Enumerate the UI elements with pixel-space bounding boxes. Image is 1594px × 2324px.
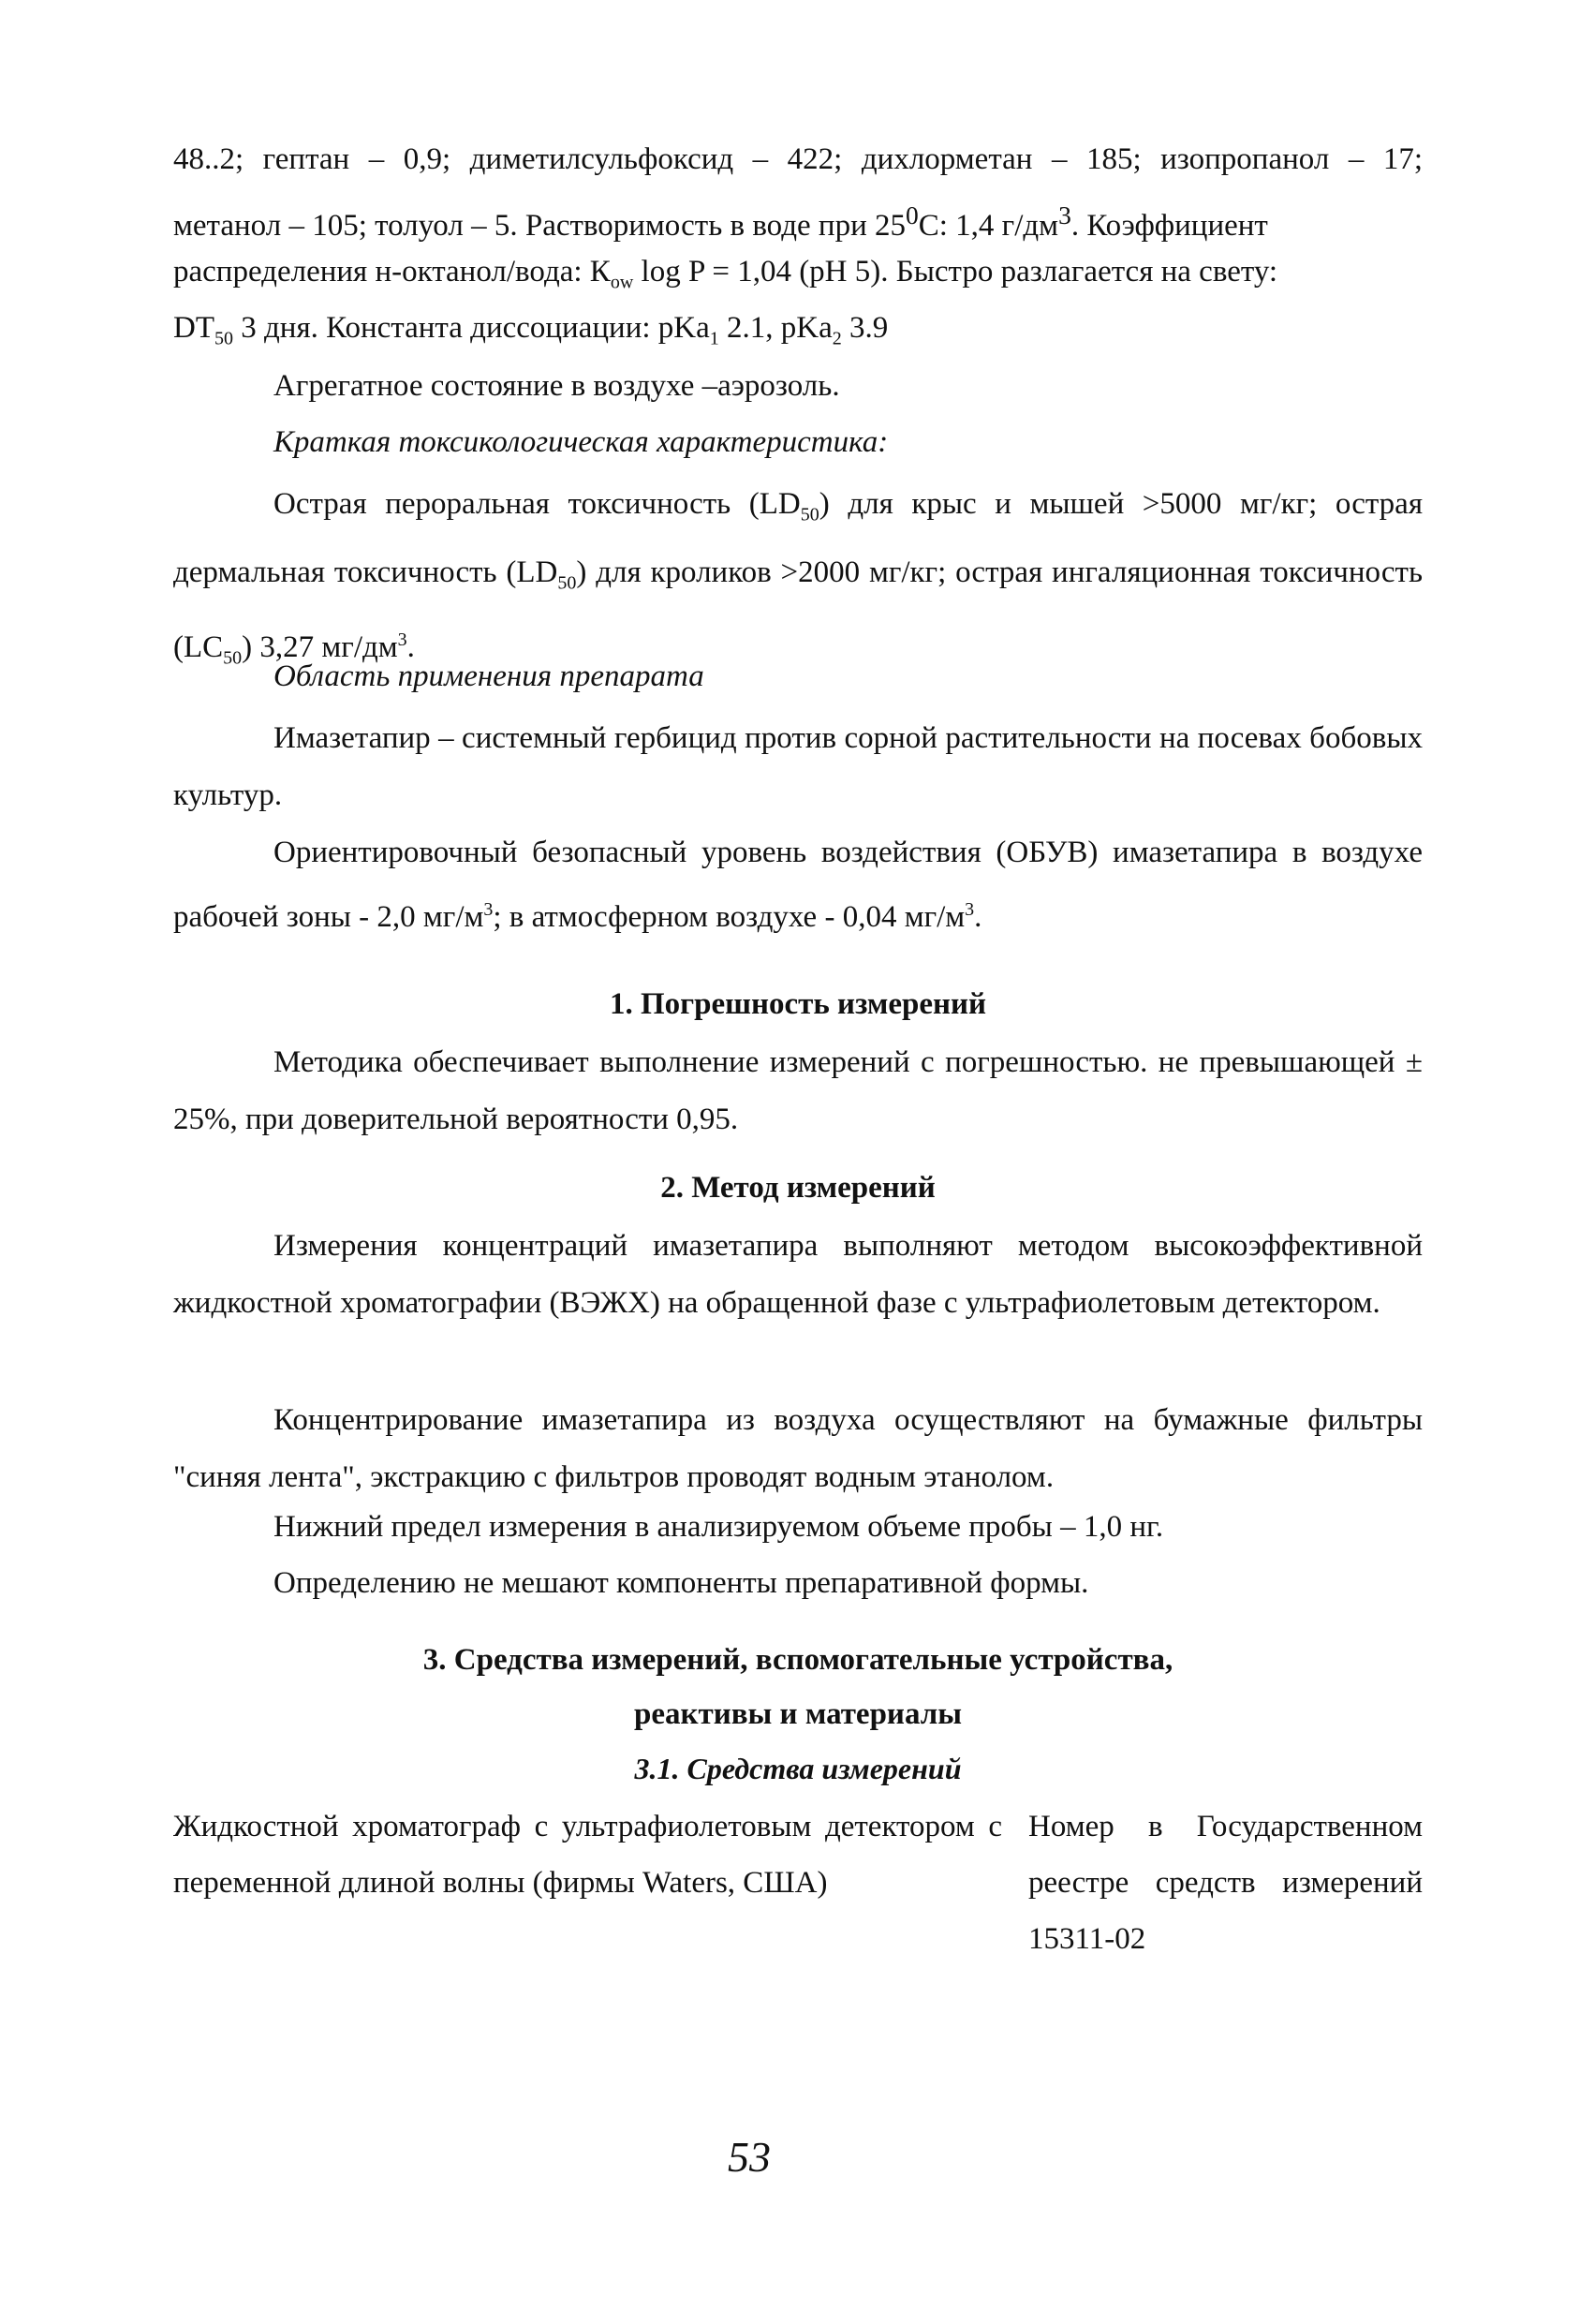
text: Ориентировочный безопасный уровень воздействия (ОБУВ) имазетапира в воздухе рабочей зоны - 2,0 мг/м (173, 836, 1423, 934)
text: С: 1,4 г/дм (918, 209, 1059, 243)
text: Определению не мешают компоненты препаративной формы. (273, 1566, 1089, 1600)
text: . (974, 900, 982, 934)
section-2-paragraph-3 (273, 1508, 1163, 1546)
section-3-title-line-1: 3. Средства измерений, вспомогательные устройства, (422, 1643, 1173, 1677)
subscript: 2 (832, 328, 842, 349)
usage-heading (273, 658, 704, 695)
usage-paragraph: Имазетапир – системный гербицид против сорной растительности на посевах бобовых культур. (173, 721, 1423, 812)
properties-line-2 (173, 197, 1268, 244)
text: ) для кроликов >2000 мг/кг; острая ингаляционная токсичность (LC (173, 555, 1423, 665)
text: 2.1, pKa (718, 311, 833, 345)
subscript: ow (610, 272, 634, 293)
instrument-description: Жидкостной хроматограф с ультрафиолетовым детектором с переменной длиной волны (фирмы Waters, США) (173, 1810, 1002, 1900)
text: . Коэффициент (1070, 209, 1268, 243)
superscript: 3 (397, 629, 407, 651)
page-number: 53 (728, 2133, 771, 2181)
subscript: 1 (709, 328, 719, 349)
aggregate-state (273, 367, 840, 405)
section-1-title: 1. Погрешность измерений (609, 987, 987, 1021)
properties-text: 48..2; гептан – 0,9; диметилсульфоксид – 422; дихлорметан – 185; изопропанол – 17; (173, 142, 1423, 176)
subscript: 50 (800, 504, 819, 525)
text: распределения н-октанол/вода: К (173, 255, 611, 289)
text: Агрегатное состояние в воздухе –аэрозоль. (273, 369, 840, 403)
section-2-title: 2. Метод измерений (660, 1171, 936, 1205)
text: log P = 1,04 (pH 5). Быстро разлагается на свету: (633, 255, 1278, 289)
text: ) 3,27 мг/дм (242, 630, 398, 665)
superscript: 0 (906, 200, 919, 229)
text: 3 дня. Константа диссоциации: pKa (233, 311, 710, 345)
text: Краткая токсикологическая характеристика: (273, 425, 889, 459)
subscript: 50 (557, 572, 577, 594)
text: . (406, 630, 415, 665)
subscript: 50 (214, 328, 233, 349)
text: 3.9 (841, 311, 889, 345)
section-3-subtitle: 3.1. Средства измерений (634, 1752, 962, 1785)
text: Острая пероральная токсичность (LD (273, 487, 801, 521)
text: Область применения препарата (273, 659, 704, 693)
tox-paragraph (173, 476, 1423, 688)
subscript: 50 (223, 647, 243, 669)
text: ; в атмосферном воздухе - 0,04 мг/м (493, 900, 966, 934)
obuv-paragraph (173, 824, 1423, 946)
text: ) для крыс и мышей >5000 мг/кг; острая дермальная токсичность (LD (173, 487, 1423, 589)
section-2-paragraph-1: Измерения концентраций имазетапира выполняют методом высокоэффективной жидкостной хроматографии (ВЭЖХ) на обращенной фазе с ультрафиолетовым детектором. (173, 1229, 1423, 1320)
section-2-paragraph-2: Концентрирование имазетапира из воздуха осуществляют на бумажные фильтры "синяя лента", экстракцию с фильтров проводят водным этанолом. (173, 1403, 1423, 1494)
text: метанол – 105; толуол – 5. Растворимость в воде при 25 (173, 209, 906, 243)
registry-number: Номер в Государственном реестре средств измерений 15311-02 (1028, 1810, 1423, 1956)
superscript: 3 (483, 899, 494, 920)
properties-line-4 (173, 309, 888, 358)
text: Нижний предел измерения в анализируемом объеме пробы – 1,0 нг. (273, 1510, 1164, 1544)
properties-line-3 (173, 253, 1277, 302)
superscript: 3 (1058, 200, 1071, 229)
tox-heading (273, 423, 888, 461)
text: DT (173, 311, 214, 345)
superscript: 3 (965, 899, 975, 920)
properties-line-1 (173, 141, 1423, 178)
section-3-title-line-2: реактивы и материалы (633, 1697, 963, 1731)
section-2-paragraph-4 (273, 1564, 1088, 1602)
section-1-text: Методика обеспечивает выполнение измерений с погрешностью. не превышающей ± 25%, при доверительной вероятности 0,95. (173, 1045, 1423, 1136)
